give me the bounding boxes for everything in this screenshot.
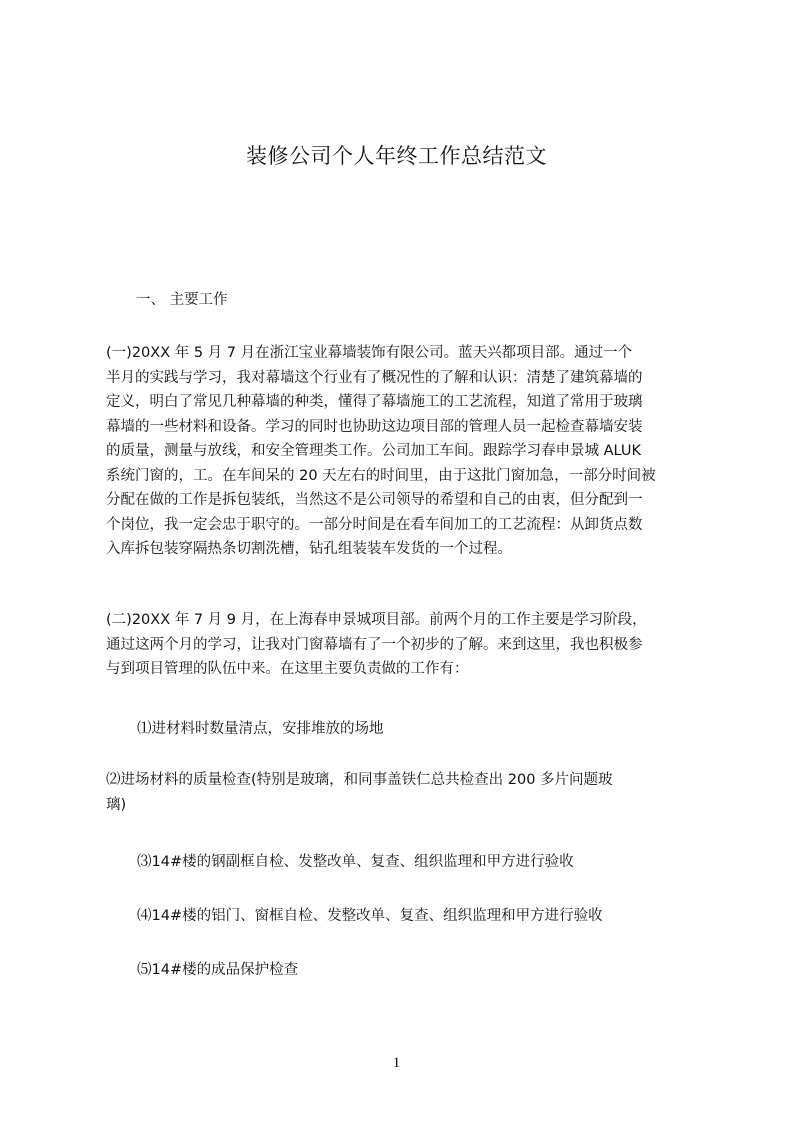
work-item-5: ⑸14#楼的成品保护检查 (137, 962, 299, 978)
paragraph-1-line: 个岗位，我一定会忠于职守的。一部分时间是在看车间加工的工艺流程：从卸货点数 (106, 516, 643, 533)
document-title: 装修公司个人年终工作总结范文 (246, 144, 547, 168)
paragraph-1-line: 分配在做的工作是拆包装纸，当然这不是公司领导的希望和自己的由衷，但分配到一 (106, 492, 643, 508)
work-item-4: ⑷14#楼的铝门、窗框自检、发整改单、复查、组织监理和甲方进行验收 (137, 908, 603, 924)
paragraph-1-line: 半月的实践与学习，我对幕墙这个行业有了概况性的了解和认识：清楚了建筑幕墙的 (106, 369, 643, 386)
paragraph-1-line: 系统门窗的，工。在车间呆的 20 天左右的时间里，由于这批门窗加急，一部分时间被 (106, 467, 656, 484)
paragraph-2 (106, 608, 702, 682)
page-number: 1 (392, 1055, 401, 1071)
work-item-3: ⑶14#楼的钢副框自检、发整改单、复查、组织监理和甲方进行验收 (137, 854, 574, 870)
work-item-2-line: ⑵进场材料的质量检查(特别是玻璃，和同事盖铁仁总共检查出 200 多片问题玻 (106, 772, 613, 788)
paragraph-2-line: (二)20XX 年 7 月 9 月，在上海春申景城项目部。前两个月的工作主要是学习阶段， (106, 612, 647, 628)
paragraph-1-line: (一)20XX 年 5 月 7 月在浙江宝业幕墙装饰有限公司。蓝天兴都项目部。通过一个 (106, 345, 633, 361)
paragraph-1-line: 的质量，测量与放线，和安全管理类工作。公司加工车间。跟踪学习春申景城 ALUK (106, 443, 642, 459)
work-item-2-line: 璃) (106, 796, 127, 813)
section-heading: 一、 主要工作 (136, 292, 228, 308)
paragraph-2-line: 与到项目管理的队伍中来。在这里主要负责做的工作有： (106, 661, 469, 677)
paragraph-1-line: 入库拆包装穿隔热条切割洗槽，钻孔组装装车发货的一个过程。 (106, 541, 512, 557)
paragraph-1 (106, 341, 702, 562)
work-item-2 (106, 768, 702, 817)
paragraph-2-line: 通过这两个月的学习，让我对门窗幕墙有了一个初步的了解。来到这里，我也积极参 (106, 636, 643, 653)
paragraph-1-line: 定义，明白了常见几种幕墙的种类，懂得了幕墙施工的工艺流程，知道了常用于玻璃 (106, 394, 643, 410)
paragraph-1-line: 幕墙的一些材料和设备。学习的同时也协助这边项目部的管理人员一起检查幕墙安装 (106, 418, 643, 435)
work-item-1: ⑴进材料时数量清点，安排堆放的场地 (137, 721, 384, 737)
